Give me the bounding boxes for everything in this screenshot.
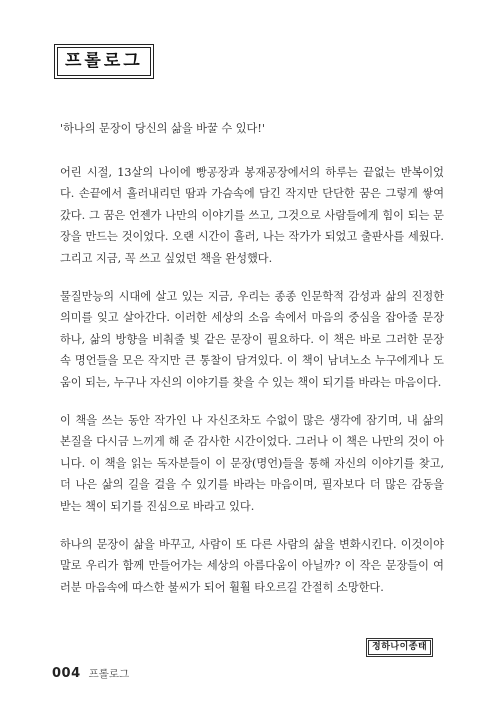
title-outer-border xyxy=(54,44,154,79)
page-footer xyxy=(52,666,129,681)
chapter-title: 프롤로그 xyxy=(57,47,151,76)
author-signature-stamp xyxy=(366,638,433,657)
opening-quote: '하나의 문장이 당신의 삶을 바꿀 수 있다!' xyxy=(60,122,265,135)
chapter-title-box xyxy=(54,44,154,79)
paragraph-1: 어린 시절, 13살의 나이에 빵공장과 봉재공장에서의 하루는 끝없는 반복이었다. 손끝에서 흘러내리던 땀과 가슴속에 담긴 작지만 단단한 꿈은 그렇게 쌓여 갔다. 그 꿈은 언젠가 나만의 이야기를 쓰고, 그것으로 사람들에게 힘이 되는 문장을 만드는 것이었다. 오랜 시간이 흘러, 나는 작가가 되었고 출판사를 세웠다. 그리고 지금, 꼭 쓰고 싶었던 책을 완성했다. xyxy=(60,165,444,265)
paragraph-2: 물질만능의 시대에 살고 있는 지금, 우리는 종종 인문학적 감성과 삶의 진정한 의미를 잊고 살아간다. 이러한 세상의 소음 속에서 마음의 중심을 잡아줄 문장 하나, 삶의 방향을 비춰줄 빛 같은 문장이 필요하다. 이 책은 바로 그러한 문장 속 명언들을 모은 작지만 큰 통찰이 담겨있다. 이 책이 남녀노소 누구에게나 도움이 되는, 누구나 자신의 이야기를 찾을 수 있는 책이 되기를 바라는 마음이다. xyxy=(60,289,444,389)
signature-text: 정하나이종태 xyxy=(368,640,431,655)
running-footer-title: 프롤로그 xyxy=(88,668,130,680)
paragraph-4: 하나의 문장이 삶을 바꾸고, 사람이 또 다른 사람의 삶을 변화시킨다. 이것이야말로 우리가 함께 만들어가는 세상의 아름다움이 아닐까? 이 작은 문장들이 여러분 마음속에 따스한 불씨가 되어 훨훨 타오르길 간절히 소망한다. xyxy=(60,537,444,594)
prologue-body xyxy=(60,118,444,615)
page-number: 004 xyxy=(52,666,81,681)
paragraph-3: 이 책을 쓰는 동안 작가인 나 자신조차도 수없이 많은 생각에 잠기며, 내 삶의 본질을 다시금 느끼게 해 준 감사한 시간이었다. 그러나 이 책은 나만의 것이 아니다. 이 책을 읽는 독자분들이 이 문장(명언)들을 통해 자신의 이야기를 찾고, 더 나은 삶의 길을 걸을 수 있기를 바라는 마음이며, 필자보다 더 많은 감동을 받는 책이 되기를 진심으로 바라고 있다. xyxy=(60,413,444,513)
